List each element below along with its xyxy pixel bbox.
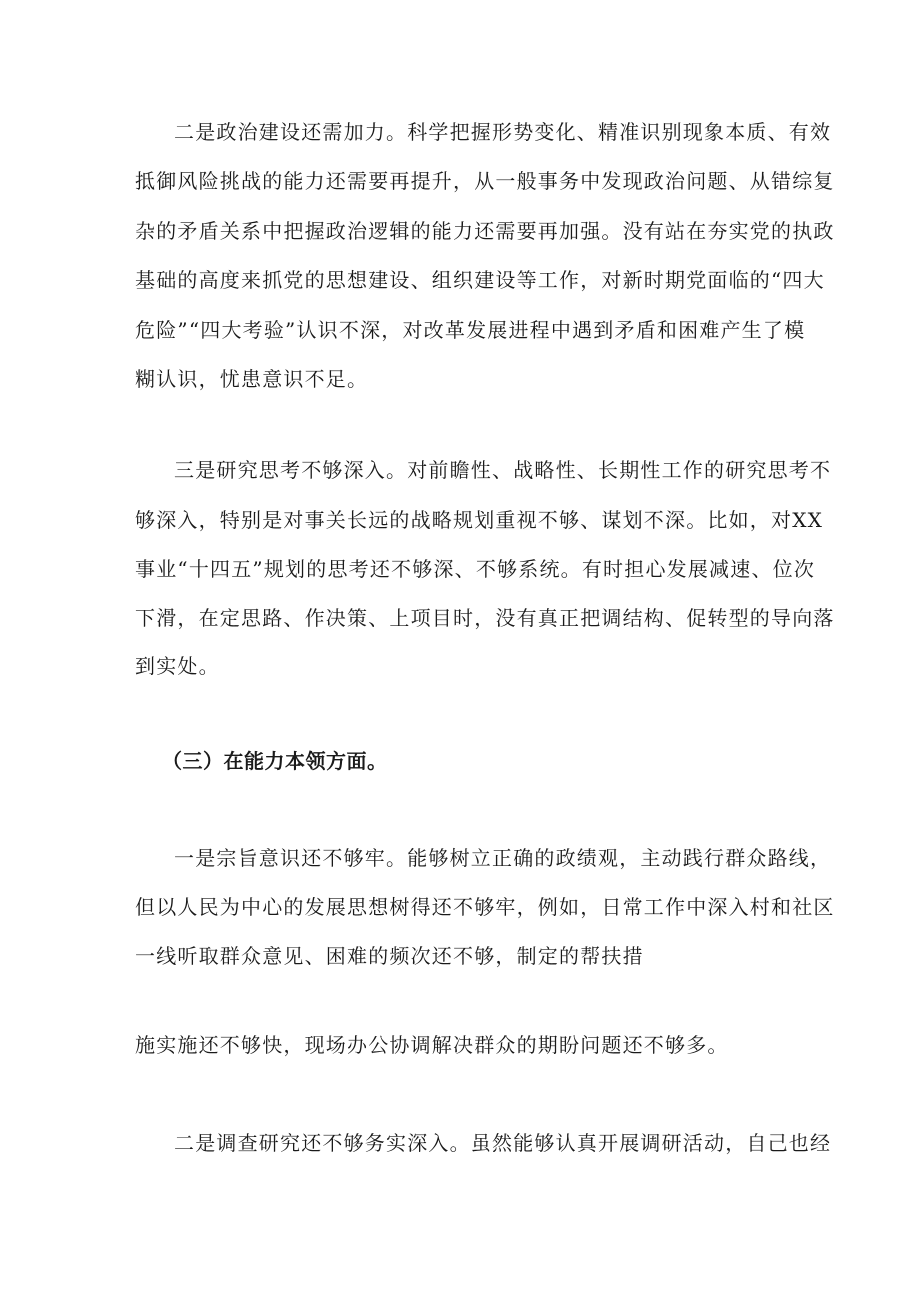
paragraph-1-line-6: 糊认识，忧患意识不足。 [135, 367, 369, 391]
paragraph-2-line-5: 到实处。 [135, 654, 220, 678]
paragraph-3-line-3: 一线听取群众意见、困难的频次还不够，制定的帮扶措 [135, 944, 644, 968]
paragraph-2-line-1: 三是研究思考不够深入。对前瞻性、战略性、长期性工作的研究思考不 [174, 458, 832, 482]
section-heading: （三）在能力本领方面。 [162, 749, 388, 773]
paragraph-3-line-1: 一是宗旨意识还不够牢。能够树立正确的政绩观，主动践行群众路线， [174, 846, 832, 870]
paragraph-1-line-2: 抵御风险挑战的能力还需要再提升，从一般事务中发现政治问题、从错综复 [135, 169, 835, 193]
paragraph-2-line-4: 下滑，在定思路、作决策、上项目时，没有真正把调结构、促转型的导向落 [135, 606, 835, 630]
paragraph-2-line-3: 事业“十四五”规划的思考还不够深、不够系统。有时担心发展减速、位次 [135, 557, 816, 581]
paragraph-5-line-1: 二是调查研究还不够务实深入。虽然能够认真开展调研活动，自己也经 [174, 1131, 832, 1155]
paragraph-1-line-4: 基础的高度来抓党的思想建设、组织建设等工作，对新时期党面临的“四大 [135, 268, 825, 292]
paragraph-1-line-3: 杂的矛盾关系中把握政治逻辑的能力还需要再加强。没有站在夯实党的执政 [135, 219, 835, 243]
paragraph-4-line-1: 施实施还不够快，现场办公协调解决群众的期盼问题还不够多。 [135, 1033, 729, 1057]
paragraph-1-line-5: 危险”“四大考验”认识不深，对改革发展进程中遇到矛盾和困难产生了模 [135, 318, 806, 342]
paragraph-1-line-1: 二是政治建设还需加力。科学把握形势变化、精准识别现象本质、有效 [174, 120, 832, 144]
paragraph-3-line-2: 但以人民为中心的发展思想树得还不够牢，例如，日常工作中深入村和社区 [135, 895, 835, 919]
paragraph-2-line-2: 够深入，特别是对事关长远的战略规划重视不够、谋划不深。比如，对XX [135, 508, 824, 532]
